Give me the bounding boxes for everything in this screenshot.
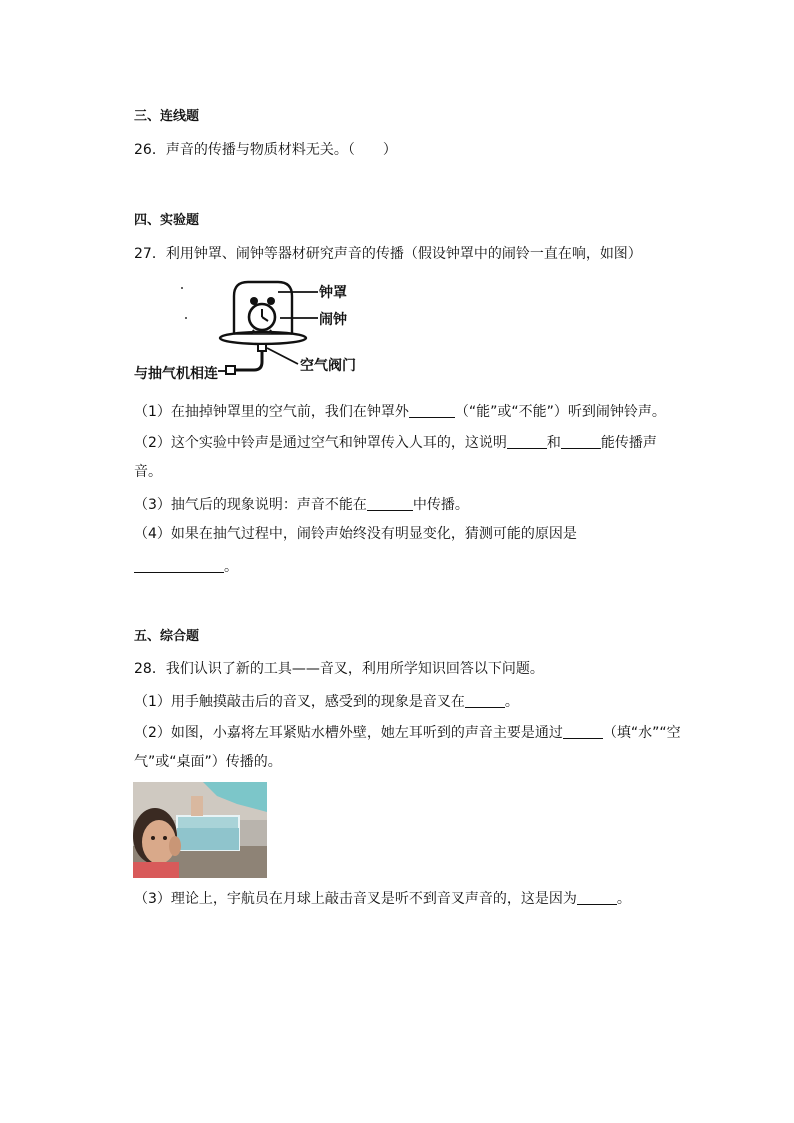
question-27-part4-cont: 。 [134, 558, 238, 574]
label-pump: 与抽气机相连 [134, 366, 218, 382]
question-28-part2-cont: 气”或“桌面”）传播的。 [134, 754, 282, 770]
tuning-fork-photo [133, 782, 267, 878]
question-28-part2: （2）如图，小嘉将左耳紧贴水槽外壁，她左耳听到的声音主要是通过 （填“水”“空 [134, 725, 681, 741]
answer-blank[interactable] [563, 724, 603, 739]
question-28-part3: （3）理论上，宇航员在月球上敲击音叉是听不到音叉声音的，这是因为 。 [134, 891, 631, 907]
answer-blank[interactable] [507, 434, 547, 449]
question-27-part1: （1）在抽掉钟罩里的空气前，我们在钟罩外 （“能”或“不能”）听到闹钟铃声。 [134, 404, 666, 420]
label-air-valve: 空气阀门 [300, 358, 356, 374]
answer-blank[interactable] [409, 403, 455, 418]
answer-blank[interactable] [465, 693, 505, 708]
question-28-part1: （1）用手触摸敲击后的音叉，感受到的现象是音叉在 。 [134, 694, 519, 710]
question-27-stem: 27．利用钟罩、闹钟等器材研究声音的传播（假设钟罩中的闹铃一直在响，如图） [134, 246, 642, 262]
answer-blank[interactable] [367, 496, 413, 511]
question-27-part4: （4）如果在抽气过程中，闹铃声始终没有明显变化，猜测可能的原因是 [134, 526, 577, 542]
section3-heading: 三、连线题 [134, 109, 200, 124]
answer-blank[interactable] [577, 890, 617, 905]
question-27-part3: （3）抽气后的现象说明：声音不能在 中传播。 [134, 497, 469, 513]
label-alarm-clock: 闹钟 [319, 312, 347, 328]
question-26: 26．声音的传播与物质材料无关。（ ） [134, 142, 397, 158]
label-bell-jar: 钟罩 [319, 285, 347, 301]
section5-heading: 五、综合题 [134, 629, 200, 644]
answer-blank[interactable] [561, 434, 601, 449]
answer-blank[interactable] [134, 558, 224, 573]
question-27-part2: （2）这个实验中铃声是通过空气和钟罩传入人耳的，这说明 和 能传播声 [134, 435, 657, 451]
section4-heading: 四、实验题 [134, 213, 200, 228]
question-27-part2-cont: 音。 [134, 464, 162, 480]
question-28-stem: 28．我们认识了新的工具——音叉，利用所学知识回答以下问题。 [134, 661, 544, 677]
bell-jar-figure [130, 278, 370, 386]
